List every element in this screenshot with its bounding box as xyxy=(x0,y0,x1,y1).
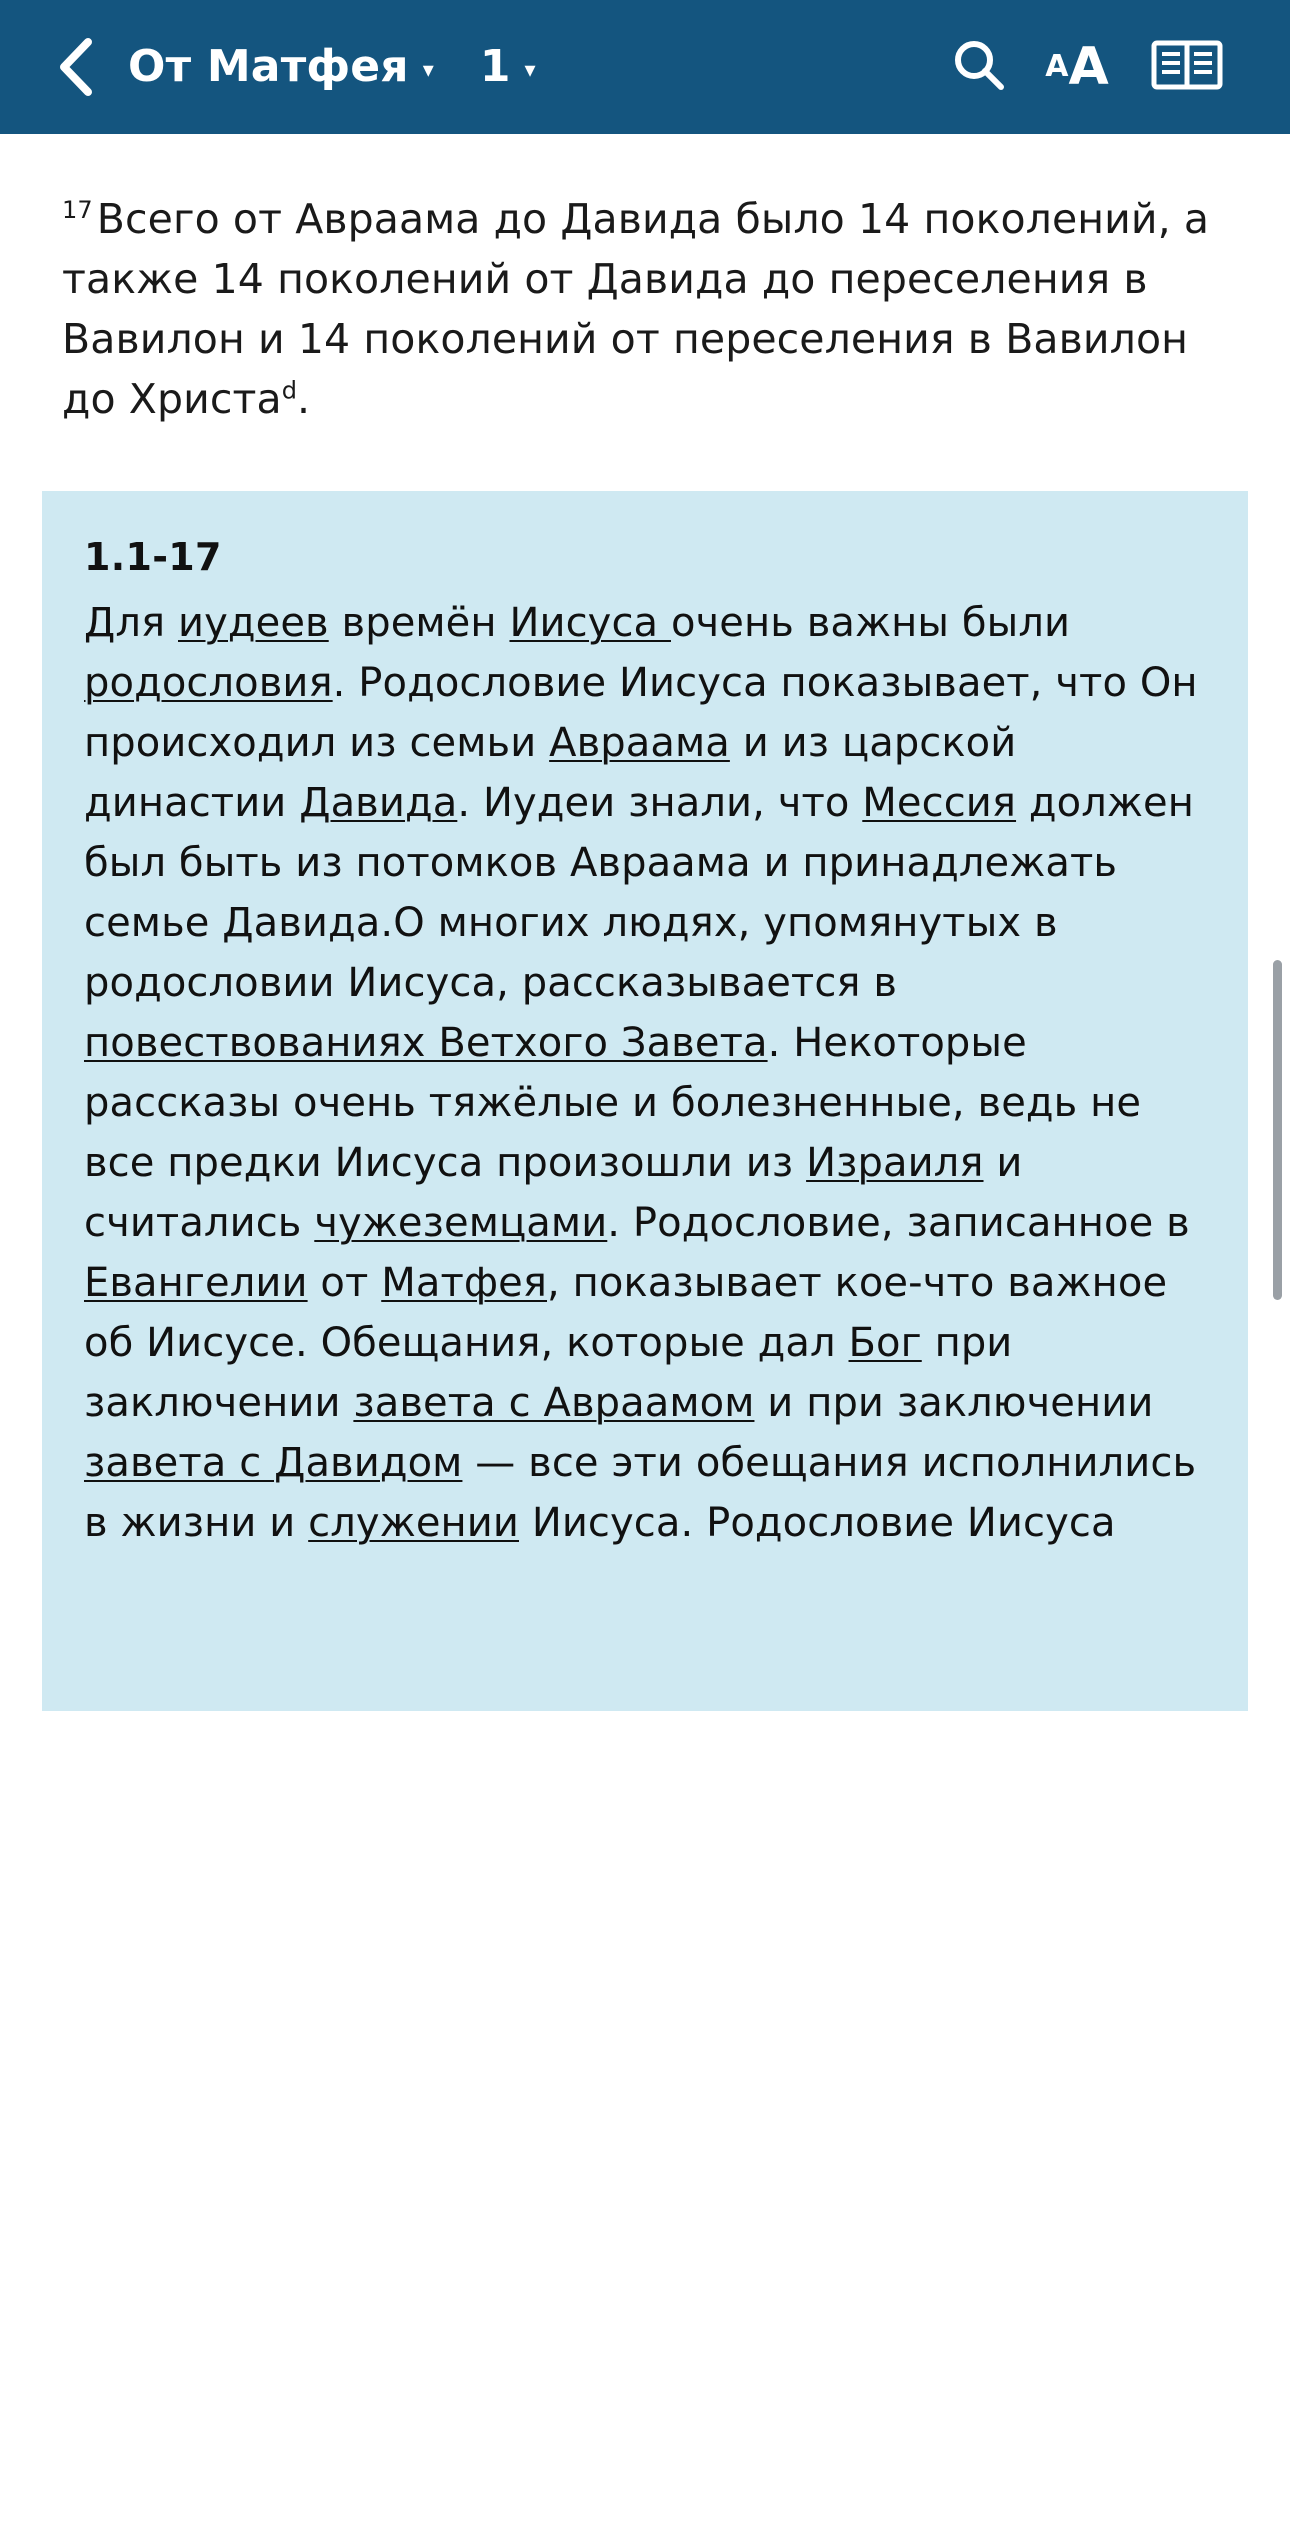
study-note-text: — все эти обещания исполнились в жизни и xyxy=(84,1440,1197,1547)
study-note-title: 1.1-17 xyxy=(84,535,222,580)
book-reader-icon xyxy=(1151,38,1223,96)
back-button[interactable] xyxy=(48,32,104,102)
vertical-scrollbar[interactable] xyxy=(1273,960,1282,1300)
verse-text: Всего от Авраама до Давида было 14 поколений, а также 14 поколений от Давида до переселения в Вавилон и 14 поколений от переселения в Вавилон до Христа xyxy=(62,195,1210,423)
study-note-link[interactable]: родословия xyxy=(84,660,333,707)
study-note-link[interactable]: завета с Давидом xyxy=(84,1440,463,1487)
text-size-small-a: A xyxy=(1045,49,1069,84)
verse-text-end: . xyxy=(297,374,311,423)
study-note-link[interactable]: Давида xyxy=(299,780,458,827)
book-name-label: От Матфея xyxy=(128,41,409,92)
study-note-link[interactable]: служении xyxy=(308,1500,519,1547)
study-note-text: от xyxy=(307,1260,382,1307)
study-note-link[interactable]: завета с Авраамом xyxy=(353,1380,755,1427)
study-note-body xyxy=(84,593,1206,1553)
study-note-link[interactable]: Мессия xyxy=(862,780,1017,827)
chevron-down-icon-book: ▾ xyxy=(422,58,434,83)
search-icon xyxy=(952,38,1006,96)
scripture-verse xyxy=(62,134,1228,429)
study-note-text: очень важны были xyxy=(670,600,1071,647)
study-note-link[interactable]: Иисуса xyxy=(509,600,671,647)
chapter-selector[interactable] xyxy=(479,41,536,92)
chevron-left-icon xyxy=(56,36,96,98)
study-note-link[interactable]: Матфея xyxy=(381,1260,548,1307)
search-button[interactable] xyxy=(936,38,1022,96)
study-note-text: и считались xyxy=(84,1140,1023,1247)
study-note-link[interactable]: повествованиях Ветхого Завета xyxy=(84,1020,768,1067)
reader-mode-button[interactable] xyxy=(1132,38,1242,96)
study-note-link[interactable]: Израиля xyxy=(806,1140,984,1187)
study-note-text: . Некоторые рассказы очень тяжёлые и болезненные, ведь не все предки Иисуса произошли из xyxy=(84,1020,1142,1187)
study-note-text: . Родословие, записанное в xyxy=(607,1200,1190,1247)
reading-pane[interactable] xyxy=(0,134,1290,1711)
study-note-text: времён xyxy=(328,600,510,647)
top-app-bar xyxy=(0,0,1290,134)
study-note-text: и при заключении xyxy=(754,1380,1154,1427)
study-note-text: при заключении xyxy=(84,1320,1013,1427)
study-note-text: , показывает кое-что важное об Иисусе. Обещания, которые дал xyxy=(84,1260,1168,1367)
study-note-link[interactable]: Авраама xyxy=(549,720,730,767)
footnote-marker[interactable]: d xyxy=(281,375,298,404)
verse-number: 17 xyxy=(62,196,93,225)
study-note-text: Иисуса. Родословие Иисуса xyxy=(519,1500,1116,1547)
study-note-text: Для xyxy=(84,600,178,647)
study-note-card xyxy=(42,491,1248,1711)
study-note-link[interactable]: Бог xyxy=(848,1320,922,1367)
study-note-link[interactable]: чужеземцами xyxy=(314,1200,608,1247)
book-selector[interactable] xyxy=(128,41,434,92)
study-note-text: . Родословие Иисуса показывает, что Он происходил из семьи xyxy=(84,660,1198,767)
text-size-button[interactable] xyxy=(1022,37,1132,97)
study-note-link[interactable]: Евангелии xyxy=(84,1260,308,1307)
chapter-number-label: 1 xyxy=(479,41,511,92)
study-note-text: и из царской династии xyxy=(84,720,1017,827)
chevron-down-icon-chapter: ▾ xyxy=(524,58,536,83)
study-note-text: должен был быть из потомков Авраама и принадлежать семье Давида.О многих людях, упомянутых в родословии Иисуса, рассказывается в xyxy=(84,780,1194,1007)
study-note-link[interactable]: иудеев xyxy=(178,600,329,647)
text-size-icon xyxy=(1045,37,1109,97)
study-note-text: . Иудеи знали, что xyxy=(457,780,863,827)
text-size-large-a: A xyxy=(1068,37,1109,97)
